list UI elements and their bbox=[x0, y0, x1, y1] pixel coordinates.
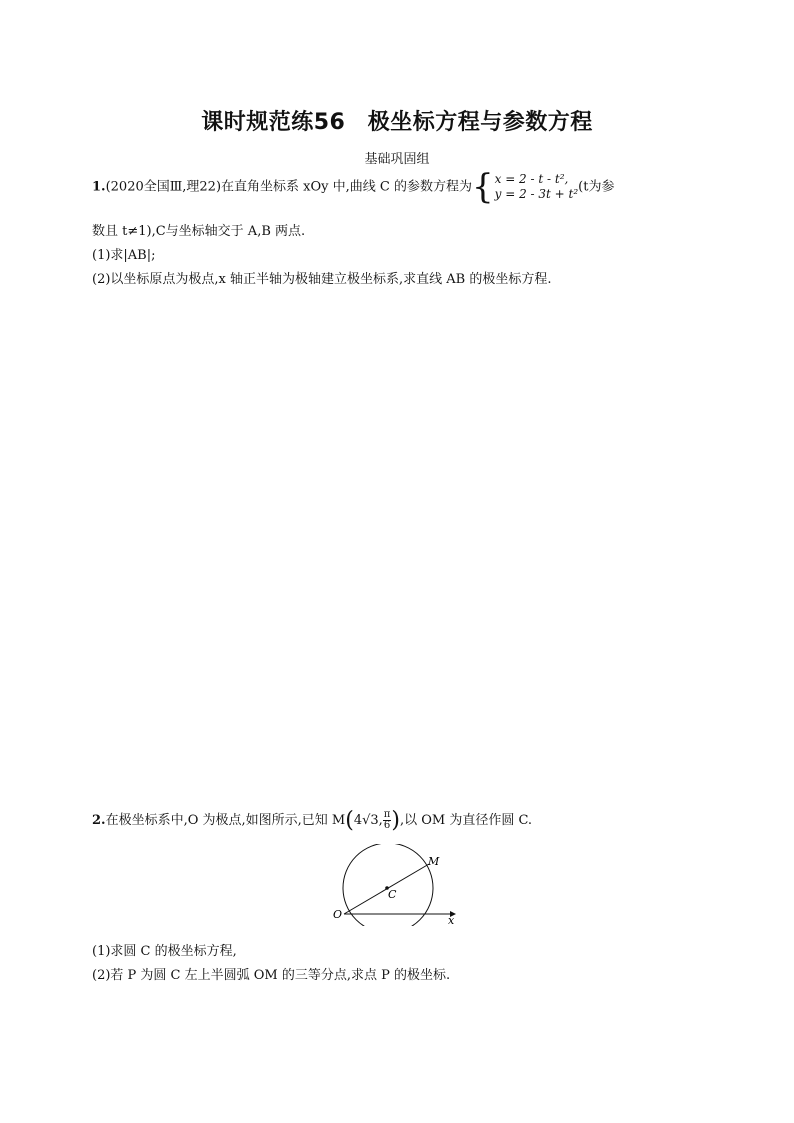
q2-tail: ,以 OM 为直径作圆 C. bbox=[399, 813, 533, 828]
q2-number: 2. bbox=[92, 813, 106, 828]
q1-line2: 数且 t≠1),C与坐标轴交于 A,B 两点. bbox=[92, 224, 306, 239]
circle-figure bbox=[332, 844, 462, 926]
left-paren-icon: ( bbox=[345, 808, 354, 833]
q1-line1 bbox=[92, 167, 615, 207]
q1-param-system bbox=[471, 167, 579, 207]
q2-frac-den: 6 bbox=[383, 820, 391, 831]
q2-intro: 在极坐标系中,O 为极点,如图所示,已知 M bbox=[105, 813, 346, 828]
left-brace-icon: { bbox=[471, 167, 494, 207]
label-m: M bbox=[428, 855, 440, 868]
q1-intro: (2020全国Ⅲ,理22)在直角坐标系 xOy 中,曲线 C 的参数方程为 bbox=[105, 179, 472, 195]
section-subtitle: 基础巩固组 bbox=[364, 152, 430, 167]
page-title: 课时规范练56 极坐标方程与参数方程 bbox=[201, 110, 593, 135]
label-x: x bbox=[448, 914, 455, 926]
right-paren-icon: ) bbox=[391, 808, 400, 833]
q2-part2: (2)若 P 为圆 C 左上半圆弧 OM 的三等分点,求点 P 的极坐标. bbox=[92, 968, 451, 983]
q1-part1: (1)求|AB|; bbox=[92, 248, 156, 263]
label-c: C bbox=[388, 888, 397, 901]
q1-tail: (t为参 bbox=[578, 179, 615, 195]
q2-frac-num: π bbox=[383, 809, 391, 820]
circle-diagram bbox=[332, 844, 462, 926]
q2-part1: (1)求圆 C 的极坐标方程, bbox=[92, 944, 237, 959]
q1-number: 1. bbox=[92, 179, 106, 195]
q1-eq1: x = 2 - t - t², bbox=[494, 172, 569, 186]
q1-part2: (2)以坐标原点为极点,x 轴正半轴为极轴建立极坐标系,求直线 AB 的极坐标方程. bbox=[92, 272, 552, 287]
q2-m-value: 4√3, bbox=[353, 813, 383, 828]
label-o: O bbox=[333, 908, 343, 921]
q1-eq2: y = 2 - 3t + t² bbox=[494, 187, 579, 201]
q2-line1 bbox=[92, 808, 532, 833]
